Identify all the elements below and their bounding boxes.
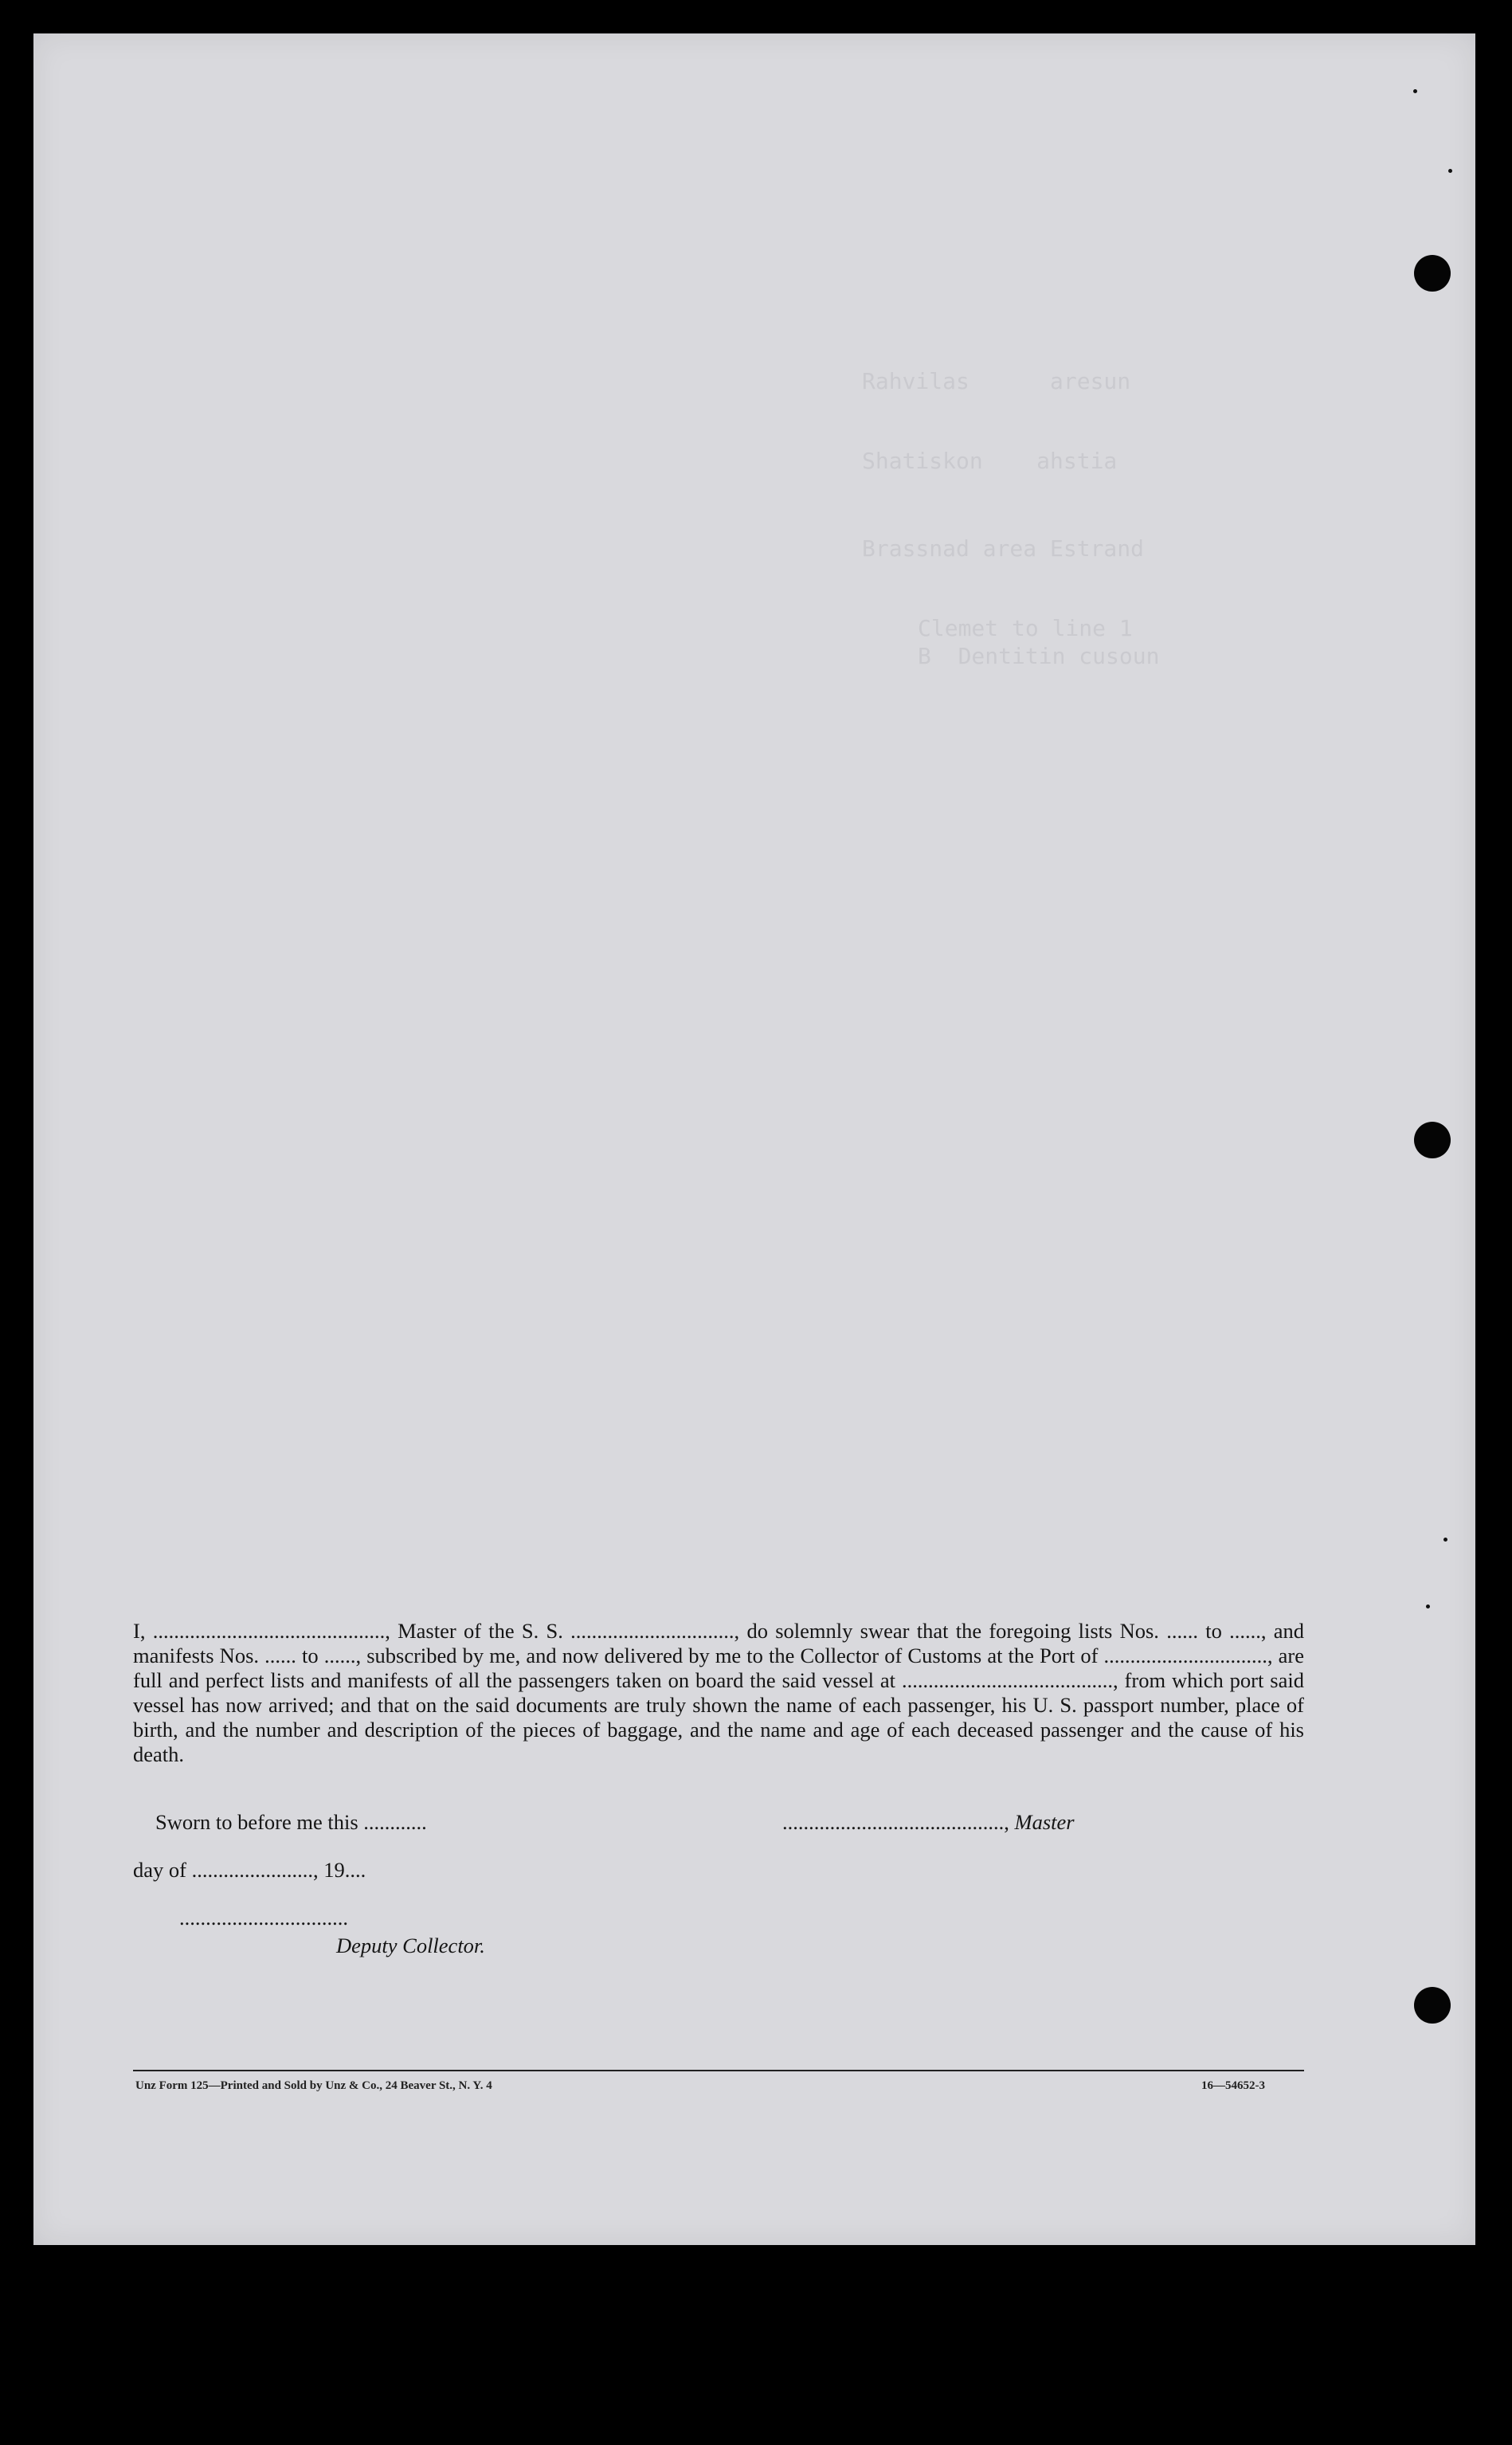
bleed-through-text: Rahvilas aresun xyxy=(862,368,1131,394)
master-label: Master xyxy=(1014,1810,1075,1834)
collector-label: Deputy Collector. xyxy=(336,1934,485,1957)
master-signature-line xyxy=(782,1810,1075,1835)
speck-mark xyxy=(1413,89,1417,93)
collector-label-line xyxy=(336,1934,485,1958)
speck-mark xyxy=(1448,169,1452,173)
footer-left: Unz Form 125—Printed and Sold by Unz & Co., 24 Beaver St., N. Y. 4 xyxy=(135,2079,492,2092)
collector-dots-line xyxy=(179,1906,348,1930)
footer-rule xyxy=(133,2070,1304,2071)
footer-right: 16—54652-3 xyxy=(1201,2079,1265,2092)
document-page xyxy=(33,33,1475,2245)
speck-mark xyxy=(1426,1605,1430,1608)
oath-text: I, ............................................, Master of the S. S. ..............................., do solemnly swear that the foregoing lists Nos. ...... to ......, and manifests Nos. ...... to ......, subscribed by me, and now delivered by me to the Collector of Customs at the Port of ..............................., are full and perfect lists and manifests of all the passengers taken on board the said vessel at ........................................, from which port said vessel has now arrived; and that on the said documents are truly shown the name of each passenger, his U. S. passport number, place of birth, and the number and description of the pieces of baggage, and the name and age of each deceased passenger and the cause of his death. xyxy=(133,1619,1304,1766)
speck-mark xyxy=(1443,1538,1447,1542)
punch-hole xyxy=(1414,255,1451,292)
master-dots: .........................................., xyxy=(782,1810,1009,1834)
bleed-through-text: Shatiskon ahstia xyxy=(862,448,1118,474)
bleed-through-text: Clemet to line 1 xyxy=(918,615,1133,641)
day-of-text: day of ......................., 19.... xyxy=(133,1858,366,1882)
punch-hole xyxy=(1414,1987,1451,2024)
bleed-through-text: B Dentitin cusoun xyxy=(918,643,1160,669)
sworn-line xyxy=(155,1810,427,1835)
punch-hole xyxy=(1414,1122,1451,1158)
day-of-line xyxy=(133,1858,366,1883)
sworn-text: Sworn to before me this ............ xyxy=(155,1810,427,1834)
collector-dots: ................................ xyxy=(179,1906,348,1930)
bleed-through-text: Brassnad area Estrand xyxy=(862,535,1145,562)
oath-paragraph xyxy=(133,1619,1304,1767)
